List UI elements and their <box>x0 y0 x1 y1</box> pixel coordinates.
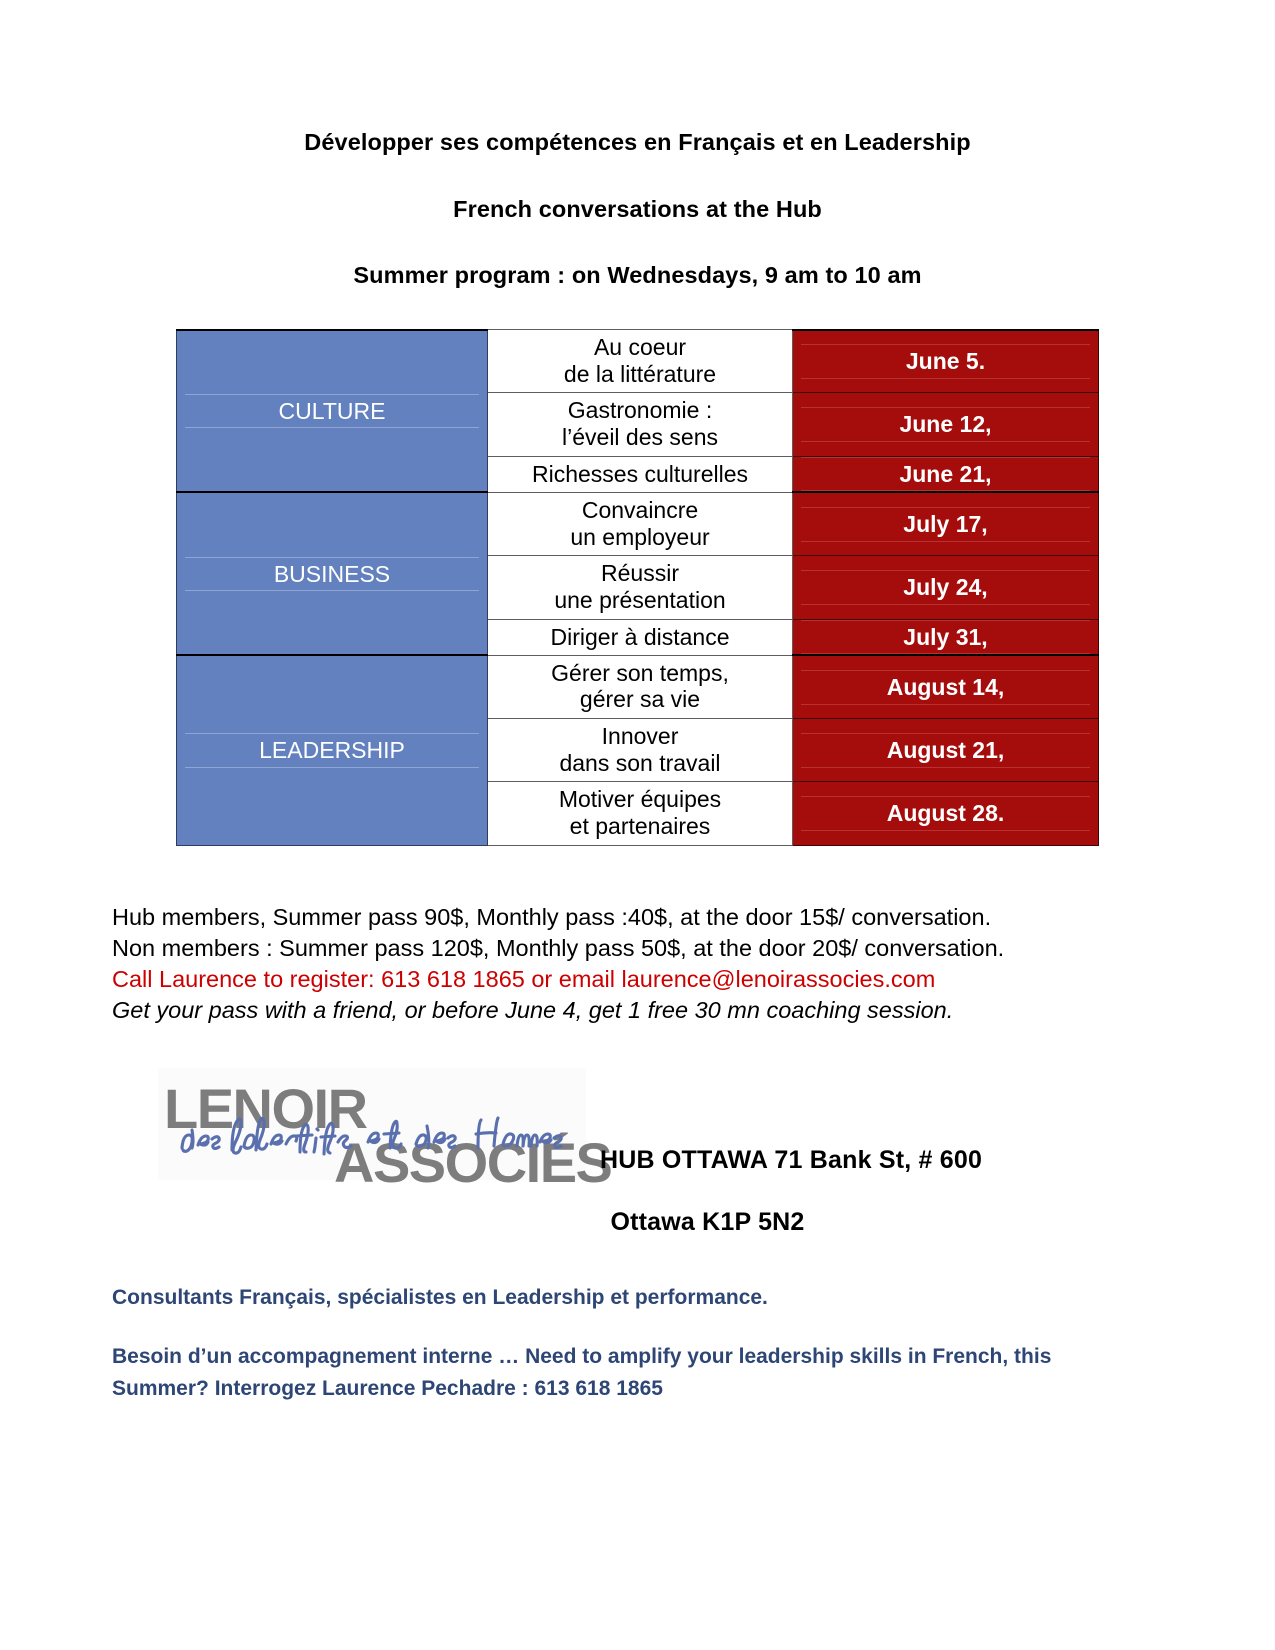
date-cell <box>793 719 1099 782</box>
category-cell-business <box>177 492 488 655</box>
date-cell <box>793 456 1099 492</box>
page-title-en: French conversations at the Hub <box>453 196 822 223</box>
closing-tagline: Consultants Français, spécialistes en Leadership et performance. <box>112 1285 768 1309</box>
table-row <box>177 330 1099 393</box>
topic-cell <box>488 782 793 845</box>
date-label: August 28. <box>801 796 1090 831</box>
date-label: August 14, <box>801 670 1090 705</box>
topic-line-2: dans son travail <box>559 749 721 776</box>
closing-pitch-line-2: Summer? Interrogez Laurence Pechadre : 613 618 1865 <box>112 1376 663 1400</box>
address-line-2: Ottawa K1P 5N2 <box>610 1207 805 1236</box>
topic-cell <box>488 719 793 782</box>
schedule-table-container <box>0 329 1275 846</box>
topic-cell <box>488 393 793 456</box>
topic-cell <box>488 655 793 718</box>
logo-address-row <box>0 1068 1275 1238</box>
date-label: August 21, <box>801 733 1090 768</box>
heading-block <box>0 0 1275 290</box>
topic-line-1: Réussir <box>601 560 679 587</box>
topic-cell <box>488 456 793 492</box>
topic-cell <box>488 619 793 655</box>
topic-line-2: une présentation <box>554 586 726 613</box>
schedule-table <box>176 329 1099 846</box>
closing-block <box>112 1282 1182 1405</box>
topic-line-1: Richesses culturelles <box>531 461 749 487</box>
table-row <box>177 492 1099 555</box>
topic-line-1: Motiver équipes <box>558 786 722 813</box>
date-cell <box>793 492 1099 555</box>
date-label: July 24, <box>801 570 1090 605</box>
page-title-fr: Développer ses compétences en Français et en Leadership <box>304 129 971 155</box>
topic-line-1: Diriger à distance <box>550 623 730 650</box>
table-row <box>177 655 1099 718</box>
date-cell <box>793 619 1099 655</box>
category-label: BUSINESS <box>185 557 479 592</box>
date-cell <box>793 393 1099 456</box>
pricing-info-block <box>112 902 1172 1026</box>
date-cell <box>793 655 1099 718</box>
closing-pitch-line-1: Besoin d’un accompagnement interne … Need to amplify your leadership skills in French, this <box>112 1345 1052 1369</box>
topic-line-1: Convaincre <box>581 496 699 523</box>
lenoir-associes-logo <box>158 1068 612 1194</box>
topic-line-2: de la littérature <box>563 360 717 387</box>
topic-line-2: l’éveil des sens <box>562 424 718 451</box>
promo-offer-line: Get your pass with a friend, or before June 4, get 1 free 30 mn coaching session. <box>112 996 954 1023</box>
category-cell-leadership <box>177 655 488 845</box>
topic-line-1: Gastronomie : <box>567 397 713 424</box>
topic-line-2: et partenaires <box>569 813 711 840</box>
closing-pitch <box>112 1341 1182 1404</box>
pricing-non-members: Non members : Summer pass 120$, Monthly pass 50$, at the door 20$/ conversation. <box>112 934 1005 961</box>
date-label: June 21, <box>801 457 1090 492</box>
register-contact-line[interactable]: Call Laurence to register: 613 618 1865 or email laurence@lenoirassocies.com <box>112 965 936 992</box>
topic-line-2: un employeur <box>570 523 710 550</box>
date-label: July 31, <box>801 620 1090 655</box>
topic-line-1: Innover <box>601 723 679 750</box>
date-cell <box>793 556 1099 619</box>
category-label: LEADERSHIP <box>185 733 479 768</box>
topic-cell <box>488 330 793 393</box>
date-label: June 12, <box>801 407 1090 442</box>
topic-line-1: Au coeur <box>593 334 687 361</box>
logo-word-associes: ASSOCIÉS <box>334 1130 612 1194</box>
date-label: June 5. <box>801 344 1090 379</box>
topic-cell <box>488 556 793 619</box>
date-label: July 17, <box>801 507 1090 542</box>
date-cell <box>793 782 1099 845</box>
date-cell <box>793 330 1099 393</box>
address-line-1: HUB OTTAWA 71 Bank St, # 600 <box>600 1145 983 1174</box>
topic-line-2: gérer sa vie <box>579 686 701 713</box>
pricing-members: Hub members, Summer pass 90$, Monthly pass :40$, at the door 15$/ conversation. <box>112 903 992 930</box>
page-subtitle-schedule: Summer program : on Wednesdays, 9 am to 10 am <box>353 262 922 289</box>
schedule-table-body <box>177 330 1099 846</box>
logo-word-lenoir: LENOIR <box>164 1076 367 1140</box>
logo-handwritten-script-icon <box>176 1106 576 1162</box>
category-cell-culture <box>177 330 488 493</box>
topic-line-1: Gérer son temps, <box>551 659 729 686</box>
category-label: CULTURE <box>185 394 479 429</box>
topic-cell <box>488 492 793 555</box>
